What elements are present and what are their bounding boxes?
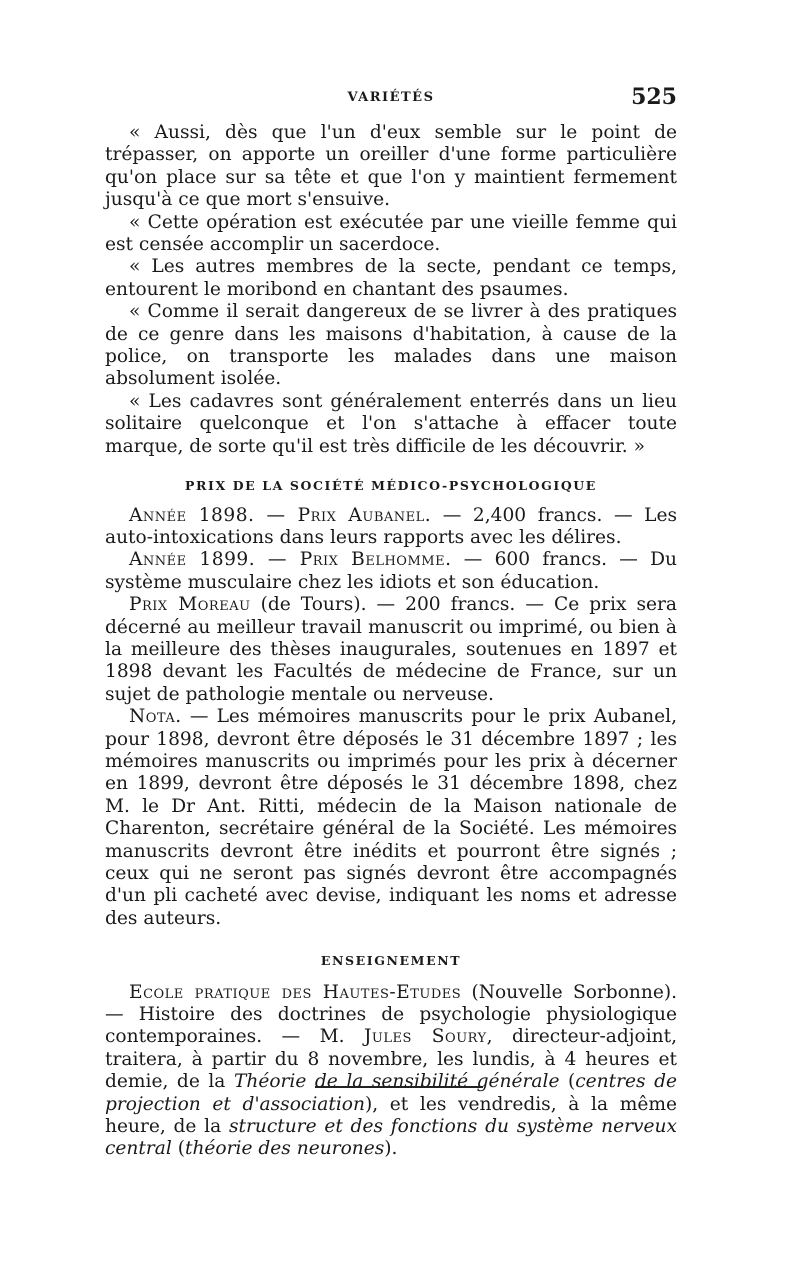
prix-moreau-text: (de Tours). — 200 francs. — Ce prix sera décerné au meilleur travail manuscrit ou imprimé, ou bien à la meilleure des thèses inaugurales, soutenues en 1897 et 1898 devant les Facultés de médecine de France, sur un sujet de pathologie mentale ou nerveuse.	[105, 594, 677, 705]
prix-1898-text: — 2,400 francs. — Les auto-intoxications dans leurs rapports avec les délires.	[105, 504, 678, 548]
running-title: VARIÉTÉS	[347, 90, 435, 105]
enseignement-text-6: ).	[384, 1138, 398, 1160]
course-subtitle-1: centres de projection et d'association	[105, 1071, 677, 1115]
section-heading-prix: PRIX DE LA SOCIÉTÉ MÉDICO-PSYCHOLOGIQUE	[185, 478, 597, 494]
enseignement-text-2: , directeur-adjoint, traitera, à partir du 8 novembre, les lundis, à 4 heures et demie, de la	[105, 1026, 677, 1093]
course-subtitle-2: théorie des neurones	[184, 1138, 385, 1160]
page-number: 525	[631, 84, 677, 110]
quote-paragraph: « Cette opération est exécutée par une vieille femme qui est censée accomplir un sacerdoce.	[105, 211, 677, 256]
enseignement-text-5: (	[171, 1138, 185, 1160]
nota-paragraph	[105, 706, 677, 930]
course-title-1: Théorie de la sensibilité générale	[233, 1071, 560, 1093]
end-divider	[315, 1086, 483, 1088]
prix-paragraph-moreau	[105, 594, 677, 706]
quote-paragraph: « Les cadavres sont généralement enterrés dans un lieu solitaire quelconque et l'on s'attache à effacer toute marque, de sorte qu'il est très difficile de les découvrir. »	[105, 390, 677, 457]
enseignement-paragraph	[105, 982, 677, 1161]
prix-1898-lead: Année 1898. — Prix Aubanel.	[129, 504, 432, 526]
enseignement-text-3: (	[559, 1071, 576, 1093]
prix-moreau-lead: Prix Moreau	[129, 594, 251, 616]
ecole-lead: Ecole pratique des Hautes-Etudes	[129, 981, 462, 1003]
quote-paragraph: « Comme il serait dangereux de se livrer à des pratiques de ce genre dans les maisons d'habitation, à cause de la police, on transporte les malades dans une maison absolument isolée.	[105, 301, 677, 390]
prix-paragraph-1899	[105, 549, 677, 594]
page-header	[105, 84, 677, 112]
nota-lead: Nota.	[129, 706, 182, 728]
prix-paragraph-1898	[105, 505, 677, 550]
prix-1899-text: — 600 francs. — Du système musculaire chez les idiots et son éducation.	[105, 549, 677, 593]
enseignement-text-4: ), et les vendredis, à la même heure, de la	[105, 1093, 677, 1138]
section-heading-enseignement: ENSEIGNEMENT	[320, 953, 462, 969]
quote-paragraph: « Les autres membres de la secte, pendant ce temps, entourent le moribond en chantant des psaumes.	[105, 256, 677, 300]
page-body	[105, 122, 677, 1161]
prix-1899-lead: Année 1899. — Prix Belhomme.	[129, 549, 452, 571]
nota-text: — Les mémoires manuscrits pour le prix Aubanel, pour 1898, devront être déposés le 31 décembre 1897 ; les mémoires manuscrits ou imprimés pour les prix à décerner en 1899, devront être déposés le 31 décembre 1898, chez M. le Dr Ant. Ritti, médecin de la Maison nationale de Charenton, secrétaire général de la Société. Les mémoires manuscrits devront être inédits et pourront être signés ; ceux qui ne seront pas signés devront être accompagnés d'un pli cacheté avec devise, indiquant les noms et adresse des auteurs.	[105, 706, 677, 929]
professor-name: Jules Soury	[363, 1026, 487, 1048]
quote-paragraph: « Aussi, dès que l'un d'eux semble sur le point de trépasser, on apporte un oreiller d'une forme particulière qu'on place sur sa tête et que l'on y maintient fermement jusqu'à ce que mort s'ensuive.	[105, 122, 677, 211]
course-title-2: structure et des fonctions du système nerveux central	[105, 1116, 677, 1160]
enseignement-text-1: (Nouvelle Sorbonne). — Histoire des doctrines de psychologie physiologique contemporaines. — M.	[105, 981, 677, 1048]
